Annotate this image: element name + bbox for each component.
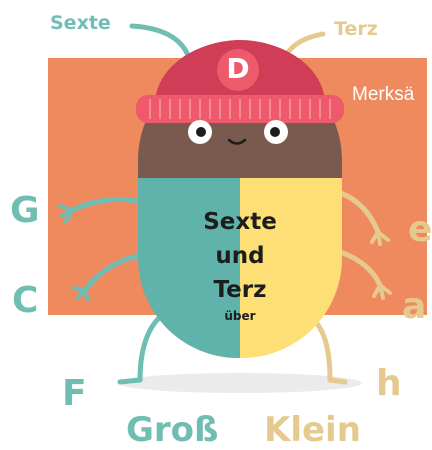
body-line-2: und bbox=[215, 243, 265, 269]
big-label: Groß bbox=[126, 410, 219, 450]
merksatz-heading: Merksä bbox=[352, 84, 415, 105]
right-lower-hand bbox=[374, 285, 390, 298]
sixth-pointer-line bbox=[132, 26, 190, 62]
note-f-label: F bbox=[62, 373, 87, 414]
left-upper-hand bbox=[60, 206, 72, 222]
right-upper-hand bbox=[372, 232, 388, 244]
body-line-1: Sexte bbox=[203, 209, 277, 235]
sixth-label: Sexte bbox=[50, 12, 111, 34]
body-line-3: Terz bbox=[213, 277, 267, 303]
note-a-label: a bbox=[402, 286, 427, 327]
note-e-label: e bbox=[408, 209, 432, 250]
body-caption bbox=[180, 205, 300, 323]
left-pupil bbox=[196, 127, 206, 137]
body-line-small: über bbox=[224, 309, 256, 323]
note-g-label: G bbox=[10, 190, 40, 231]
ground-shadow bbox=[118, 373, 362, 393]
left-lower-hand bbox=[74, 288, 88, 300]
left-upper-arm bbox=[72, 199, 145, 210]
note-c-label: C bbox=[12, 280, 39, 321]
third-label: Terz bbox=[334, 18, 378, 40]
hat-badge-letter: D bbox=[226, 52, 250, 85]
small-label: Klein bbox=[264, 410, 361, 450]
right-pupil bbox=[270, 127, 280, 137]
note-h-label: h bbox=[376, 363, 402, 404]
